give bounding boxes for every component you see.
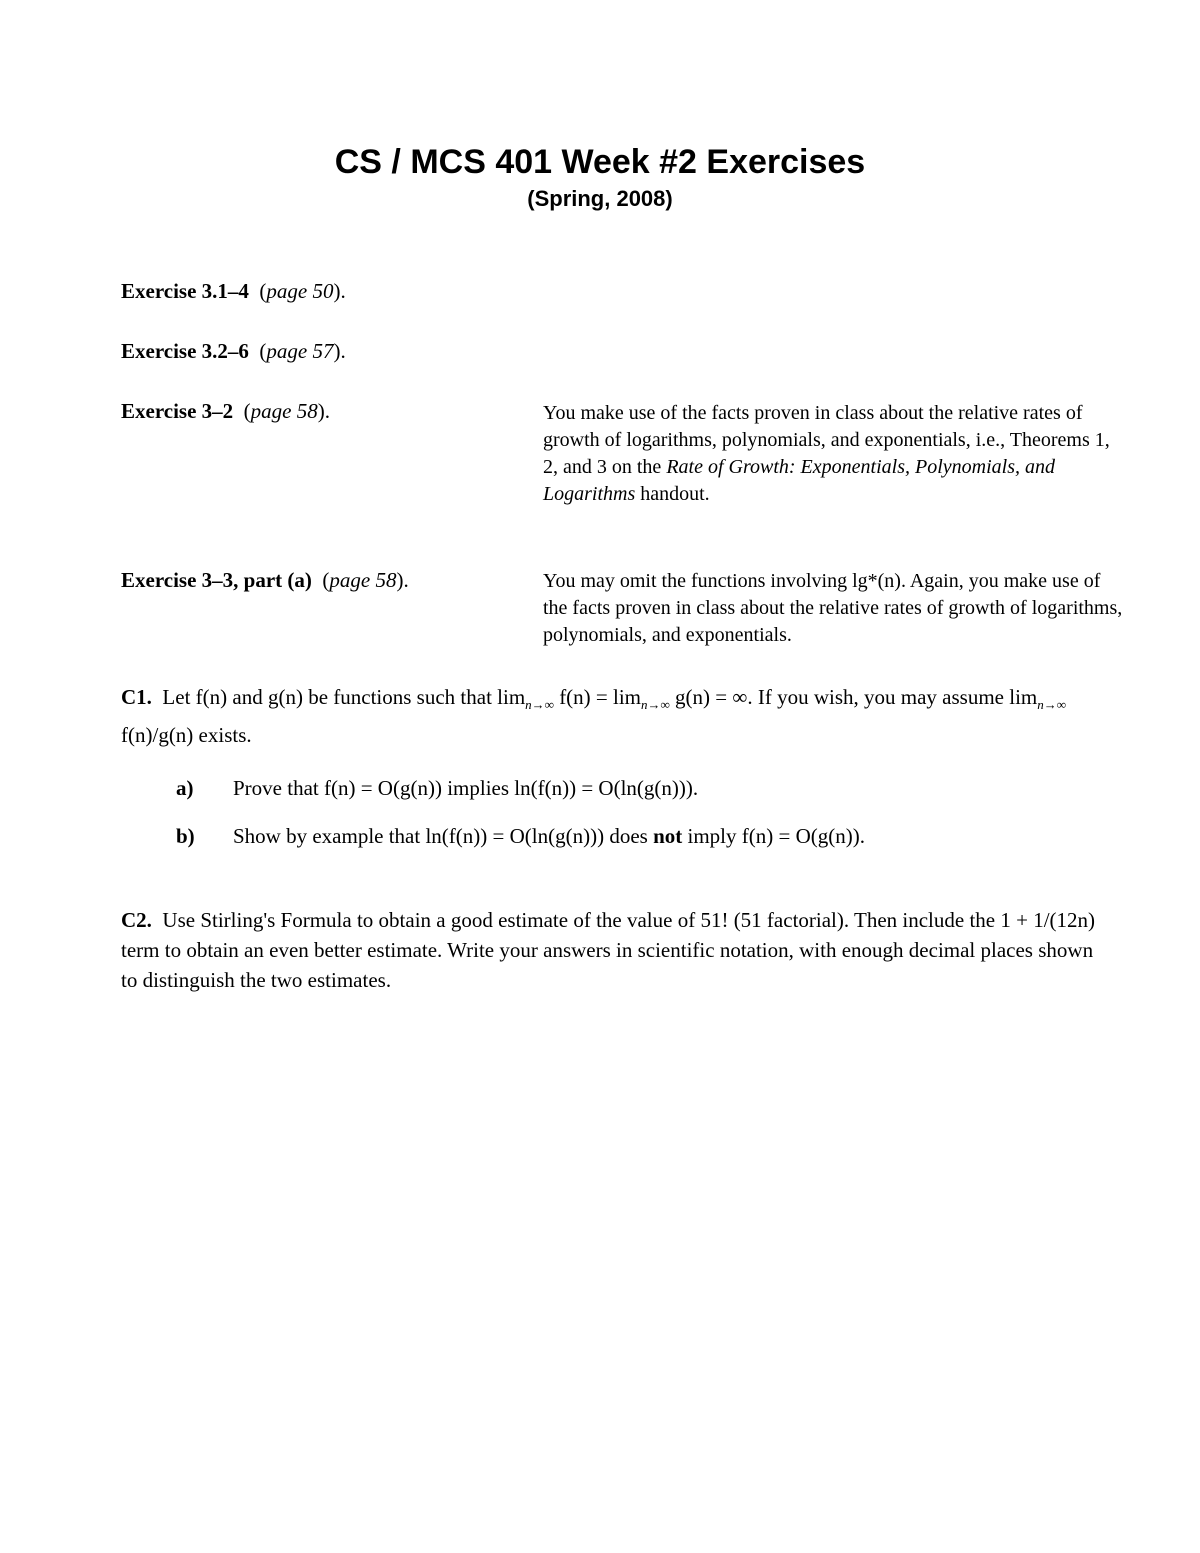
- c1-text: f(n) = lim: [553, 685, 642, 709]
- exercise-note: You may omit the functions involving lg*(n). Again, you make use of the facts proven in class about the relative rates of growth of logarithms, polynomials, and exponentials.: [543, 570, 1123, 646]
- item-label: b): [176, 824, 195, 848]
- item-label: a): [176, 776, 194, 800]
- note-text-end: handout.: [635, 483, 710, 505]
- exercise-item: Exercise 3–3, part (a) (page 58).: [121, 568, 409, 592]
- note-text: You make use of the facts proven in class about the relative rates of growth of logarithms, polynomials, and exponentials, i.e., Theorems 1, 2, and 3 on the: [543, 402, 1110, 478]
- c1-text: f(n)/g(n) exists.: [121, 723, 252, 748]
- problem-label: C1.: [121, 685, 152, 709]
- exercise-page: page 57: [266, 339, 334, 363]
- exercise-label: Exercise 3–2: [121, 399, 234, 423]
- c1-text: Let f(n) and g(n) be functions such that lim: [162, 685, 526, 709]
- exercise-label: Exercise 3.1–4: [121, 279, 249, 303]
- c1-item-b: [176, 821, 865, 851]
- item-text: Show by example that ln(f(n)) = O(ln(g(n))) does: [233, 824, 654, 848]
- item-text: Prove that f(n) = O(g(n)) implies ln(f(n)) = O(ln(g(n))).: [233, 776, 699, 800]
- item-emphasis: not: [653, 824, 683, 848]
- c1-item-a: [176, 773, 698, 803]
- problem-c2: [121, 905, 1096, 995]
- page-title: CS / MCS 401 Week #2 Exercises: [334, 143, 866, 181]
- problem-c1: [121, 682, 1096, 750]
- note-handout-title: Rate of Growth: Exponentials, Polynomials, and Logarithms: [543, 456, 1055, 505]
- page-subtitle: (Spring, 2008): [527, 186, 673, 211]
- exercise-page: page 58: [329, 568, 397, 592]
- exercise-label: Exercise 3–3, part (a): [121, 568, 312, 592]
- exercise-label: Exercise 3.2–6: [121, 339, 249, 363]
- exercise-item: Exercise 3–2 (page 58).: [121, 399, 330, 423]
- limit-subscript: n→∞: [1037, 697, 1067, 713]
- exercise-page: page 50: [266, 279, 334, 303]
- c2-text: Use Stirling's Formula to obtain a good estimate of the value of 51! (51 factorial). Then include the 1 + 1/(12n) term to obtain an even better estimate. Write your answers in scientific notation, with enough decimal places shown to distinguish the two estimates.: [121, 908, 1096, 992]
- item-text: imply f(n) = O(g(n)).: [682, 824, 865, 848]
- limit-subscript: n→∞: [641, 697, 670, 713]
- exercise-note: [543, 400, 1123, 508]
- exercise-page: page 58: [250, 399, 318, 423]
- exercise-item: Exercise 3.1–4 (page 50).: [121, 279, 346, 303]
- exercise-item: Exercise 3.2–6 (page 57).: [121, 339, 346, 363]
- limit-subscript: n→∞: [525, 697, 554, 713]
- c1-text: g(n) = ∞. If you wish, you may assume lim: [669, 685, 1038, 709]
- problem-label: C2.: [121, 908, 152, 932]
